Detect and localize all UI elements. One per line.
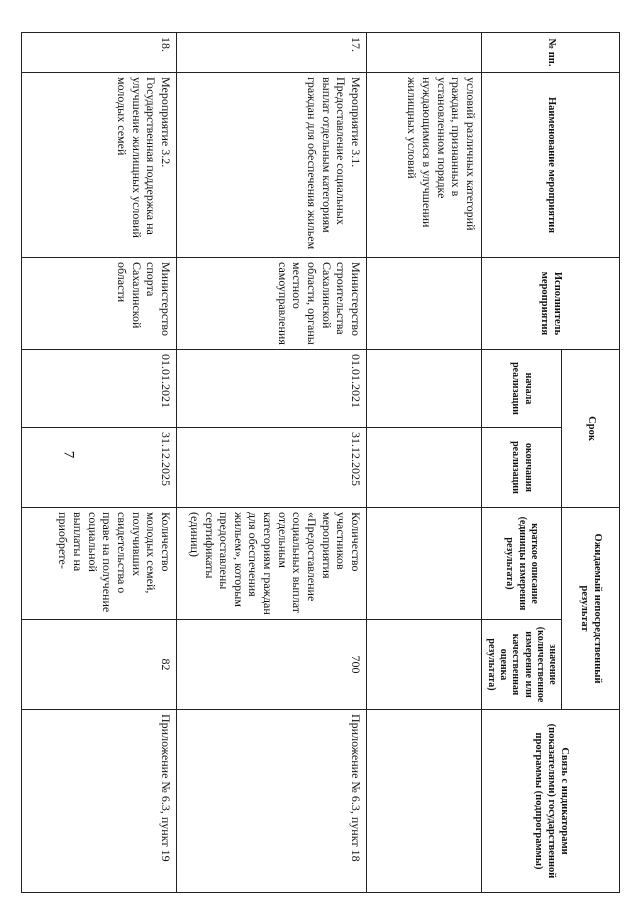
row-desc: Количество молодых семей, получивших свидетельства о праве на получение социальной выплаты на приобрете- [21, 508, 176, 620]
row-name: Мероприятие 3.2. Государственная поддержка на улучшение жилищных условий молодых семей [21, 73, 176, 258]
row-value: 82 [21, 620, 176, 710]
table-row [176, 33, 366, 893]
header-term-end: окончания реализации [481, 428, 561, 508]
row-executor [366, 258, 481, 350]
row-num: 18. [21, 33, 176, 73]
row-executor: Министерство строительства Сахалинской области, органы местного самоуправления [176, 258, 366, 350]
header-result: Ожидаемый непосредственный результат [562, 508, 620, 710]
row-executor: Министерство спорта Сахалинской области [21, 258, 176, 350]
row-link: Приложение № 6.3, пункт 18 [176, 710, 366, 893]
header-row-1 [562, 33, 620, 893]
header-term-start: начала реализации [481, 350, 561, 428]
row-value: 700 [176, 620, 366, 710]
table-row [21, 33, 176, 893]
header-num: № пп. [481, 33, 619, 73]
header-result-value: значение (количественное измерение или качественная оценка результата) [481, 620, 561, 710]
header-executor: Исполнитель мероприятия [481, 258, 619, 350]
row-value [366, 620, 481, 710]
row-end [366, 428, 481, 508]
header-term: Срок [562, 350, 620, 508]
row-num [366, 33, 481, 73]
row-link [366, 710, 481, 893]
row-link: Приложение № 6.3, пункт 19 [21, 710, 176, 893]
row-end: 31.12.2025 [21, 428, 176, 508]
row-name: условий различных категорий граждан, признанных в установленном порядке нуждающимися в улучшении жилищных условий [366, 73, 481, 258]
table-row [366, 33, 481, 893]
header-name: Наименование мероприятия [481, 73, 619, 258]
row-name: Мероприятие 3.1. Предоставление социальных выплат отдельным категориям граждан для обеспечения жильем [176, 73, 366, 258]
measures-table [21, 32, 620, 893]
rotated-table-container [30, 32, 620, 892]
row-start: 01.01.2021 [21, 350, 176, 428]
row-start: 01.01.2021 [176, 350, 366, 428]
row-end: 31.12.2025 [176, 428, 366, 508]
page-number: 7 [60, 450, 77, 459]
row-start [366, 350, 481, 428]
header-result-desc: краткое описание (единицы измерения результата) [481, 508, 561, 620]
header-link: Связь с индикаторами (показателями) государственной программы (подпрограммы) [481, 710, 619, 893]
row-num: 17. [176, 33, 366, 73]
row-desc [366, 508, 481, 620]
row-desc: Количество участников мероприятия «Предоставление социальных выплат отдельным категориям граждан для обеспечения жильем», которым предоставлены сертификаты (единиц) [176, 508, 366, 620]
